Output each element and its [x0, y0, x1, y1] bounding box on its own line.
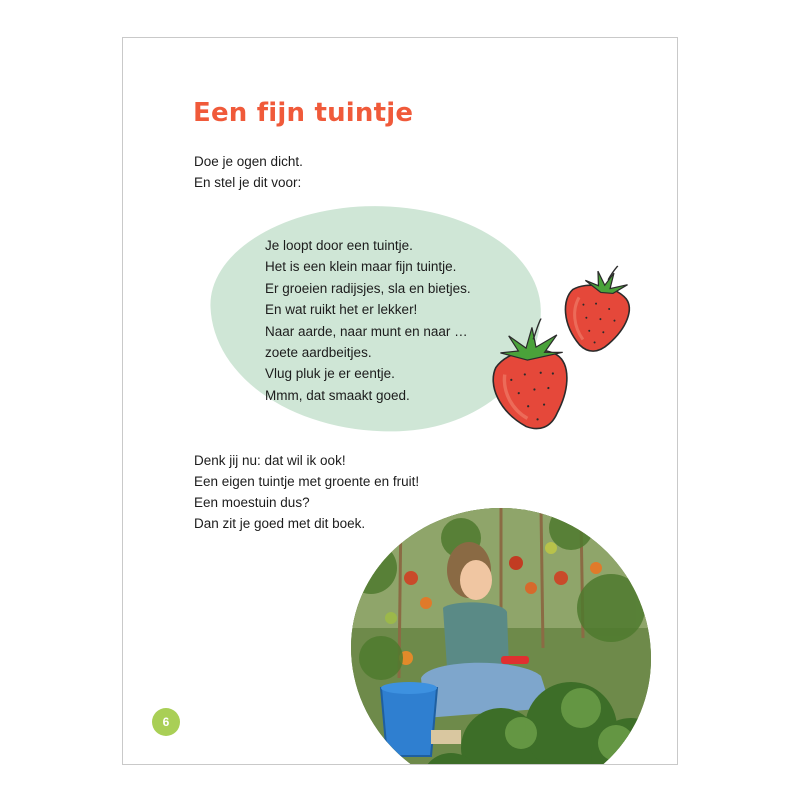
book-page	[122, 37, 678, 765]
outro-line: Een eigen tuintje met groente en fruit!	[194, 474, 420, 489]
intro-text	[194, 151, 303, 193]
poem-line: Naar aarde, naar munt en naar …	[265, 323, 468, 339]
poem-line: Mmm, dat smaakt goed.	[265, 387, 410, 403]
poem-text	[265, 235, 471, 406]
outro-line: Een moestuin dus?	[194, 495, 310, 510]
outro-text	[194, 450, 419, 534]
outro-line: Denk jij nu: dat wil ik ook!	[194, 453, 346, 468]
outro-line: Dan zit je goed met dit boek.	[194, 516, 366, 531]
poem-line: Er groeien radijsjes, sla en bietjes.	[265, 280, 471, 296]
poem-line: En wat ruikt het er lekker!	[265, 302, 418, 318]
poem-line: zoete aardbeitjes.	[265, 345, 372, 361]
girl-harvesting-garden-photo	[351, 508, 651, 765]
page-number-badge: 6	[152, 708, 180, 736]
poem-line: Vlug pluk je er eentje.	[265, 366, 395, 382]
poem-line: Het is een klein maar fijn tuintje.	[265, 259, 457, 275]
intro-line: En stel je dit voor:	[194, 175, 302, 190]
poem-line: Je loopt door een tuintje.	[265, 238, 413, 253]
intro-line: Doe je ogen dicht.	[194, 154, 303, 169]
strawberry-icon	[479, 316, 578, 437]
page-title: Een fijn tuintje	[193, 98, 414, 128]
